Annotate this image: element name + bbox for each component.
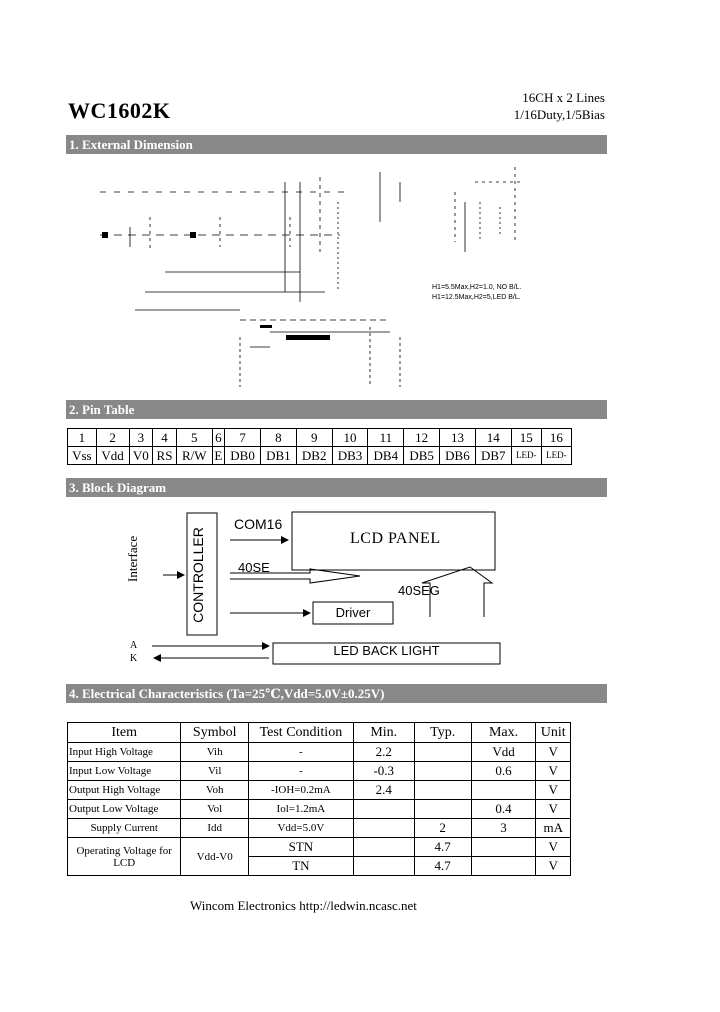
table-row bbox=[68, 762, 571, 781]
table-header-row bbox=[68, 723, 571, 743]
pin-name: Vss bbox=[68, 447, 97, 465]
pin-name: DB0 bbox=[225, 447, 261, 465]
pin-name: R/W bbox=[176, 447, 212, 465]
pin-name: DB6 bbox=[440, 447, 476, 465]
spec-line-1: 16CH x 2 Lines bbox=[522, 90, 605, 105]
pin-name: DB2 bbox=[296, 447, 332, 465]
pin-name: DB3 bbox=[332, 447, 368, 465]
cell-max: 3 bbox=[471, 819, 536, 838]
cell-max bbox=[471, 781, 536, 800]
header-unit: Unit bbox=[536, 723, 571, 743]
pin-number: 6 bbox=[212, 429, 225, 447]
electrical-table bbox=[67, 722, 571, 876]
header-max: Max. bbox=[471, 723, 536, 743]
cell-symbol: Vol bbox=[181, 800, 249, 819]
cell-item: Output Low Voltage bbox=[68, 800, 181, 819]
section-block-diagram: 3. Block Diagram bbox=[66, 478, 607, 497]
cell-symbol: Vih bbox=[181, 743, 249, 762]
cell-typ: 4.7 bbox=[414, 857, 471, 876]
cell-item: Input High Voltage bbox=[68, 743, 181, 762]
cell-item: Input Low Voltage bbox=[68, 762, 181, 781]
cell-max bbox=[471, 838, 536, 857]
pin-number: 16 bbox=[541, 429, 571, 447]
cell-min: -0.3 bbox=[353, 762, 414, 781]
pin-number-row bbox=[68, 429, 572, 447]
cell-unit: mA bbox=[536, 819, 571, 838]
pin-name: DB4 bbox=[368, 447, 404, 465]
footer-text: Wincom Electronics http://ledwin.ncasc.net bbox=[190, 898, 417, 913]
cell-condition: TN bbox=[248, 857, 353, 876]
pin-name: DB5 bbox=[404, 447, 440, 465]
driver-label: Driver bbox=[335, 605, 371, 620]
table-row bbox=[68, 838, 571, 857]
header-min: Min. bbox=[353, 723, 414, 743]
lcd-panel-label: LCD PANEL bbox=[350, 530, 441, 547]
pin-number: 14 bbox=[475, 429, 511, 447]
cell-condition: - bbox=[248, 743, 353, 762]
pin-name-row bbox=[68, 447, 572, 465]
com16-label: COM16 bbox=[234, 516, 283, 532]
table-row bbox=[68, 781, 571, 800]
pin-number: 3 bbox=[129, 429, 153, 447]
pin-number: 8 bbox=[260, 429, 296, 447]
40se-label: 40SE bbox=[238, 560, 270, 575]
dimension-note-2: H1=12.5Max,H2=5,LED B/L. bbox=[432, 294, 521, 301]
controller-label: CONTROLLER bbox=[190, 527, 206, 623]
cell-unit: V bbox=[536, 838, 571, 857]
header-condition: Test Condition bbox=[248, 723, 353, 743]
cell-unit: V bbox=[536, 781, 571, 800]
cell-condition: -IOH=0.2mA bbox=[248, 781, 353, 800]
pin-name: DB7 bbox=[475, 447, 511, 465]
pin-name: DB1 bbox=[260, 447, 296, 465]
section-electrical: 4. Electrical Characteristics (Ta=25℃,Vdd=5.0V±0.25V) bbox=[66, 684, 607, 703]
cell-typ bbox=[414, 743, 471, 762]
header-item: Item bbox=[68, 723, 181, 743]
cell-min bbox=[353, 800, 414, 819]
cell-max bbox=[471, 857, 536, 876]
pin-number: 11 bbox=[368, 429, 404, 447]
pin-number: 10 bbox=[332, 429, 368, 447]
interface-label: Interface bbox=[125, 535, 140, 582]
section-pin-table: 2. Pin Table bbox=[66, 400, 607, 419]
k-label: K bbox=[130, 653, 138, 664]
pin-table bbox=[67, 428, 572, 465]
model-title: WC1602K bbox=[68, 98, 171, 123]
pin-number: 7 bbox=[225, 429, 261, 447]
cell-max: 0.6 bbox=[471, 762, 536, 781]
cell-condition: - bbox=[248, 762, 353, 781]
pin-name: LED- bbox=[541, 447, 571, 465]
pin-number: 9 bbox=[296, 429, 332, 447]
cell-max: Vdd bbox=[471, 743, 536, 762]
cell-min bbox=[353, 857, 414, 876]
cell-min bbox=[353, 819, 414, 838]
table-row bbox=[68, 819, 571, 838]
cell-symbol: Voh bbox=[181, 781, 249, 800]
cell-typ bbox=[414, 781, 471, 800]
pin-name: E bbox=[212, 447, 225, 465]
cell-item: Operating Voltage for LCD bbox=[68, 838, 181, 876]
pin-name: LED- bbox=[511, 447, 541, 465]
cell-unit: V bbox=[536, 743, 571, 762]
cell-unit: V bbox=[536, 857, 571, 876]
pin-name: V0 bbox=[129, 447, 153, 465]
backlight-label: LED BACK LIGHT bbox=[333, 643, 440, 658]
40seg-label: 40SEG bbox=[398, 583, 440, 598]
cell-typ bbox=[414, 800, 471, 819]
cell-item: Supply Current bbox=[68, 819, 181, 838]
pin-number: 15 bbox=[511, 429, 541, 447]
cell-min bbox=[353, 838, 414, 857]
pin-number: 12 bbox=[404, 429, 440, 447]
cell-condition: Vdd=5.0V bbox=[248, 819, 353, 838]
pin-name: Vdd bbox=[96, 447, 129, 465]
pin-number: 5 bbox=[176, 429, 212, 447]
cell-symbol: Idd bbox=[181, 819, 249, 838]
cell-typ: 4.7 bbox=[414, 838, 471, 857]
cell-max: 0.4 bbox=[471, 800, 536, 819]
pin-number: 2 bbox=[96, 429, 129, 447]
cell-unit: V bbox=[536, 762, 571, 781]
cell-typ bbox=[414, 762, 471, 781]
table-row bbox=[68, 743, 571, 762]
a-label: A bbox=[130, 640, 138, 651]
table-row bbox=[68, 800, 571, 819]
cell-symbol: Vdd-V0 bbox=[181, 838, 249, 876]
spec-line-2: 1/16Duty,1/5Bias bbox=[513, 107, 605, 122]
cell-unit: V bbox=[536, 800, 571, 819]
cell-min: 2.4 bbox=[353, 781, 414, 800]
cell-min: 2.2 bbox=[353, 743, 414, 762]
header-typ: Typ. bbox=[414, 723, 471, 743]
dimension-note-1: H1=5.5Max,H2=1.0, NO B/L. bbox=[432, 284, 522, 291]
pin-number: 13 bbox=[440, 429, 476, 447]
section-external-dimension: 1. External Dimension bbox=[66, 135, 607, 154]
pin-name: RS bbox=[153, 447, 177, 465]
cell-condition: STN bbox=[248, 838, 353, 857]
cell-symbol: Vil bbox=[181, 762, 249, 781]
cell-item: Output High Voltage bbox=[68, 781, 181, 800]
cell-typ: 2 bbox=[414, 819, 471, 838]
pin-number: 1 bbox=[68, 429, 97, 447]
pin-number: 4 bbox=[153, 429, 177, 447]
cell-condition: Iol=1.2mA bbox=[248, 800, 353, 819]
dimension-drawing bbox=[90, 162, 530, 392]
header-symbol: Symbol bbox=[181, 723, 249, 743]
